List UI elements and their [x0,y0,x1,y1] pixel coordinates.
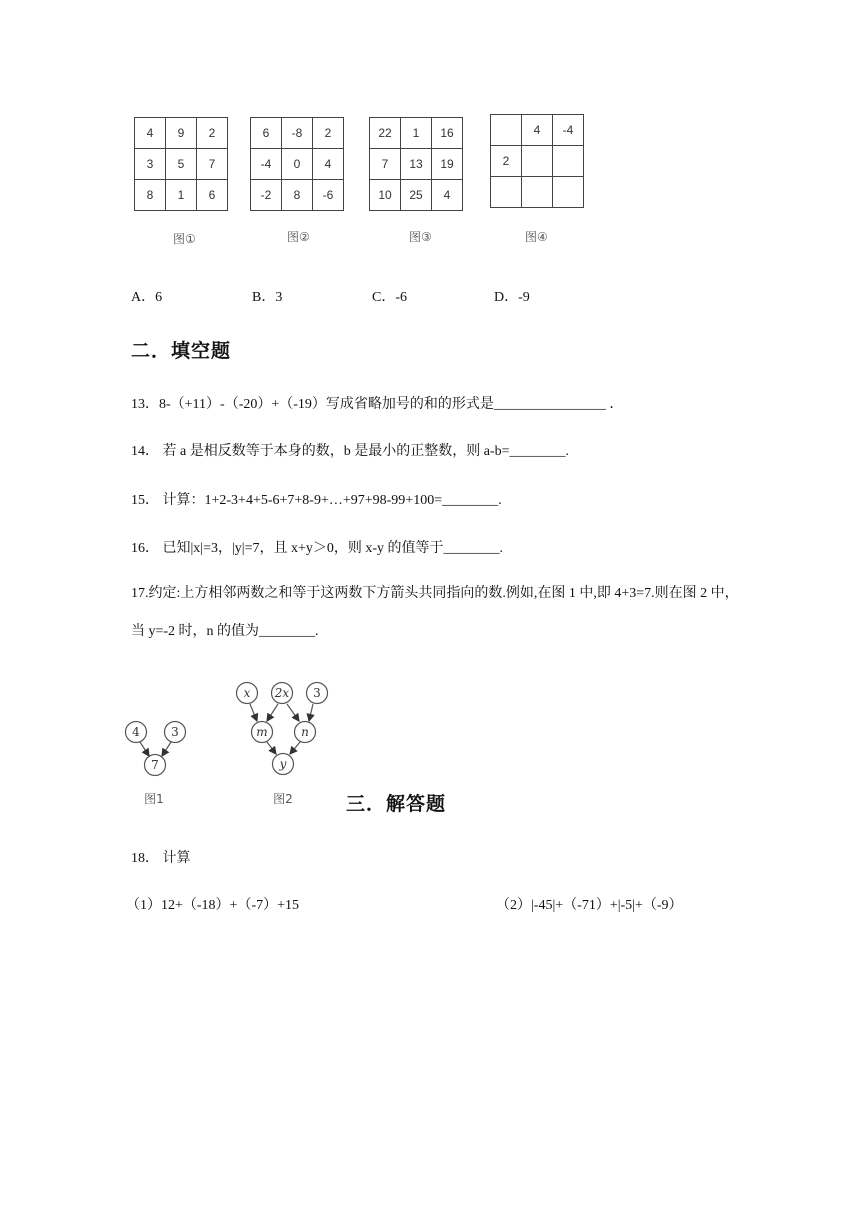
grid-cell: -4 [251,149,282,180]
figure-caption-2: 图② [287,230,310,244]
question-18-part-1: （1）12+（-18）+（-7）+15 [126,898,300,913]
choice-d: D．-9 [494,290,530,305]
grid-cell: 2 [491,146,522,177]
magic-square-3 [369,117,463,211]
grid-cell: 4 [135,118,166,149]
question-16: 16． 已知|x|=3，|y|=7，且 x+y＞0，则 x-y 的值等于________. [131,541,504,556]
question-14: 14． 若 a 是相反数等于本身的数，b 是最小的正整数，则 a-b=________. [131,444,569,459]
grid-cell: 19 [432,149,463,180]
node-label: y [279,757,287,771]
grid-cell: 6 [251,118,282,149]
grid-cell: 4 [522,115,553,146]
choice-b: B．3 [252,290,283,305]
grid-cell: 13 [401,149,432,180]
diagram-caption-1: 图1 [144,792,164,806]
grid-cell: -4 [553,115,584,146]
grid-cell: 10 [370,180,401,211]
question-13: 13．8-（+11）-（-20）+（-19）写成省略加号的和的形式是________________ ． [131,397,624,412]
grid-cell: 2 [197,118,228,149]
grid-cell: 7 [370,149,401,180]
grid-cell: 2 [313,118,344,149]
diagram-caption-2: 图2 [273,792,293,806]
question-18-label: 18． 计算 [131,851,191,866]
node-label: n [301,725,309,739]
node-label: 3 [313,686,321,700]
magic-square-2 [250,117,344,211]
figure-caption-1: 图① [173,232,196,246]
grid-cell: 25 [401,180,432,211]
grid-cell: 8 [282,180,313,211]
magic-square-4 [490,114,584,208]
figure-caption-4: 图④ [525,230,548,244]
grid-cell [522,177,553,208]
question-15: 15． 计算：1+2-3+4+5-6+7+8-9+…+97+98-99+100=________. [131,493,502,508]
question-18-part-2: （2）|-45|+（-71）+|-5|+（-9） [496,898,683,913]
grid-cell [522,146,553,177]
node-label: x [243,686,251,700]
grid-cell: -6 [313,180,344,211]
section-heading-fill-in: 二．填空题 [131,340,232,362]
grid-cell: 6 [197,180,228,211]
question-17: 17.约定:上方相邻两数之和等于这两数下方箭头共同指向的数.例如,在图 1 中,即 4+3=7.则在图 2 中，当 y=-2 时，n 的值为________. [131,586,739,639]
grid-cell: 4 [432,180,463,211]
grid-cell: -2 [251,180,282,211]
choice-c: C．-6 [372,290,407,305]
arrow-diagrams [110,676,350,808]
grid-cell [491,115,522,146]
node-label: m [256,725,268,739]
grid-cell: 16 [432,118,463,149]
grid-cell: 1 [166,180,197,211]
node-label: 7 [151,758,159,772]
grid-cell: 22 [370,118,401,149]
grid-cell [553,146,584,177]
grid-cell [553,177,584,208]
grid-cell [491,177,522,208]
node-label: 2x [274,686,290,700]
magic-square-1 [134,117,228,211]
grid-cell: 7 [197,149,228,180]
grid-cell: 4 [313,149,344,180]
grid-cell: 8 [135,180,166,211]
grid-cell: 0 [282,149,313,180]
grid-cell: 3 [135,149,166,180]
grid-cell: 1 [401,118,432,149]
node-label: 3 [171,725,179,739]
grid-cell: 5 [166,149,197,180]
section-heading-solutions: 三．解答题 [346,793,447,815]
grid-cell: 9 [166,118,197,149]
node-label: 4 [132,725,140,739]
choice-a: A．6 [131,290,163,305]
grid-cell: -8 [282,118,313,149]
figure-caption-3: 图③ [409,230,432,244]
